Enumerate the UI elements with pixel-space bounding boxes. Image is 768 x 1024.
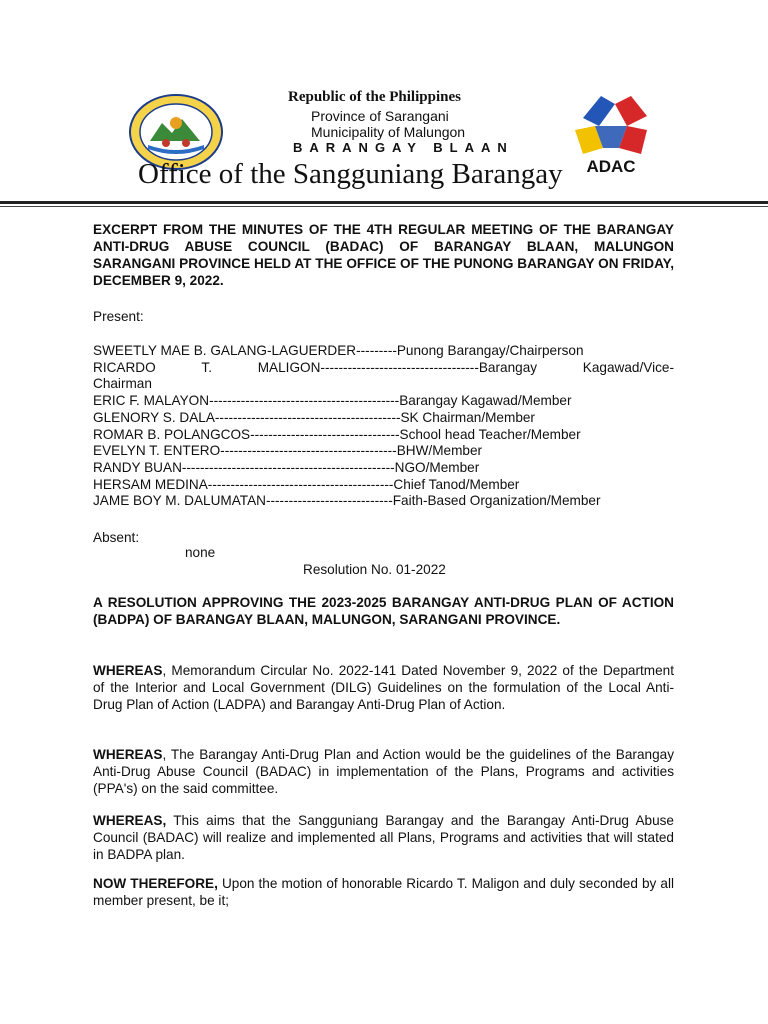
municipality-heading: Municipality of Malungon xyxy=(311,124,466,140)
member-row: ROMAR B. POLANGCOS---------------------------------School head Teacher/Member xyxy=(93,426,581,442)
member-row: EVELYN T. ENTERO---------------------------------------BHW/Member xyxy=(93,443,483,459)
member-role: Kagawad/Vice- xyxy=(582,359,674,375)
present-label: Present: xyxy=(93,309,144,324)
now-therefore-paragraph xyxy=(93,875,674,909)
whereas-lead: WHEREAS xyxy=(93,747,163,762)
resolution-number: Resolution No. 01-2022 xyxy=(303,562,446,577)
office-title: Office of the Sangguniang Barangay xyxy=(138,158,563,190)
whereas-lead: WHEREAS, xyxy=(93,813,167,828)
now-therefore-text: Upon the motion of honorable Ricardo T. Maligon and duly seconded by all member present, be it; xyxy=(93,876,675,908)
resolution-title: A RESOLUTION APPROVING THE 2023-2025 BARANGAY ANTI-DRUG PLAN OF ACTION (BADPA) OF BARANGAY BLAAN, MALUNGON, SARANGANI PROVINCE. xyxy=(93,595,674,627)
member-first: RICARDO xyxy=(93,359,156,375)
whereas-lead: WHEREAS xyxy=(93,663,163,678)
header-divider xyxy=(0,201,768,204)
whereas-text: This aims that the Sangguniang Barangay and the Barangay Anti-Drug Abuse Council (BADAC) will realize and implemented all Plans, Programs and activities that will stated in BADPA plan. xyxy=(93,813,674,862)
absent-value: none xyxy=(185,545,216,560)
whereas-paragraph-1 xyxy=(93,662,674,713)
member-row: RANDY BUAN-----------------------------------------------NGO/Member xyxy=(93,459,480,475)
header-divider-thin xyxy=(0,206,768,207)
member-row: ERIC F. MALAYON------------------------------------------Barangay Kagawad/Member xyxy=(93,393,572,409)
excerpt-heading: EXCERPT FROM THE MINUTES OF THE 4TH REGULAR MEETING OF THE BARANGAY ANTI-DRUG ABUSE COUNCIL (BADAC) OF BARANGAY BLAAN, MALUNGON SARANGANI PROVINCE HELD AT THE OFFICE OF THE PUNONG BARANGAY ON FRIDAY, DECEMBER 9, 2022. xyxy=(93,222,674,288)
adac-logo-text: ADAC xyxy=(586,157,636,176)
adac-logo-icon xyxy=(565,90,657,178)
member-row-ricardo xyxy=(93,360,674,377)
now-therefore-lead: NOW THEREFORE, xyxy=(93,876,218,891)
whereas-paragraph-2 xyxy=(93,746,674,797)
barangay-heading: BARANGAY BLAAN xyxy=(293,140,514,155)
whereas-paragraph-3 xyxy=(93,812,674,863)
whereas-text: , Memorandum Circular No. 2022-141 Dated November 9, 2022 of the Department of the Interior and Local Government (DILG) Guidelines on the formulation of the Local Anti-Drug Plan of Action (LADPA) and Barangay Anti-Drug Plan of Action. xyxy=(93,663,674,712)
province-heading: Province of Sarangani xyxy=(311,108,449,124)
member-row: SWEETLY MAE B. GALANG-LAGUERDER---------Punong Barangay/Chairperson xyxy=(93,343,584,358)
member-row: HERSAM MEDINA-----------------------------------------Chief Tanod/Member xyxy=(93,476,520,492)
whereas-text: , The Barangay Anti-Drug Plan and Action would be the guidelines of the Barangay Anti-Drug Abuse Council (BADAC) in implementation of the Plans, Programs and activities (PPA's) on the said committee. xyxy=(93,747,674,796)
members-list xyxy=(93,343,674,510)
member-rest: MALIGON-----------------------------------Barangay xyxy=(257,359,538,375)
absent-label: Absent: xyxy=(93,530,140,545)
member-row-continuation: Chairman xyxy=(93,376,152,392)
republic-heading: Republic of the Philippines xyxy=(288,89,461,105)
member-row: GLENORY S. DALA-----------------------------------------SK Chairman/Member xyxy=(93,409,535,425)
member-row: JAME BOY M. DALUMATAN----------------------------Faith-Based Organization/Member xyxy=(93,493,601,509)
member-initial: T. xyxy=(201,359,212,375)
